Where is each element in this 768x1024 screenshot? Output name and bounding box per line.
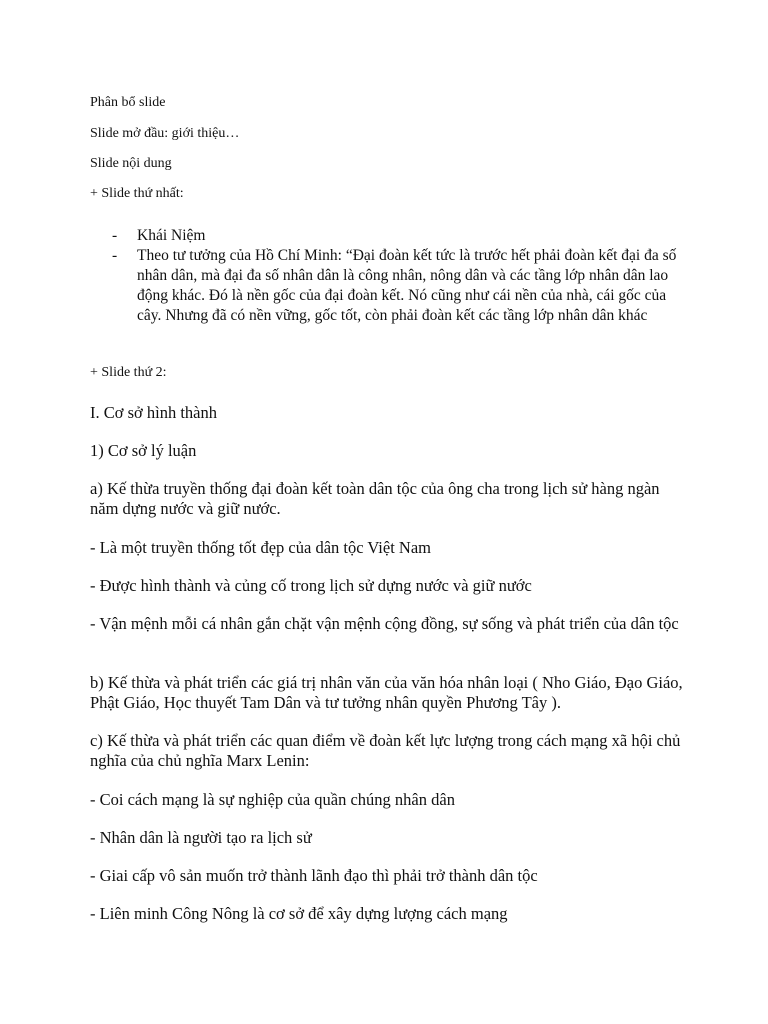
bullet-text: Theo tư tưởng của Hồ Chí Minh: “Đại đoàn kết tức là trước hết phải đoàn kết đại đa số nhân dân, mà đại đa số nhân dân là công nhân, nông dân và các tầng lớp nhân dân lao động khác. Đó là nền gốc của đại đoàn kết. Nó cũng như cái nền của nhà, cái gốc của cây. Nhưng đã có nền vững, gốc tốt, còn phải đoàn kết các tầng lớp nhân dân khác xyxy=(137,247,677,324)
paragraph-b: b) Kế thừa và phát triển các giá trị nhân văn của văn hóa nhân loại ( Nho Giáo, Đạo Giáo, Phật Giáo, Học thuyết Tam Dân và tư tưởng nhân quyền Phương Tây ). xyxy=(90,673,683,712)
point-a3: - Vận mệnh mỗi cá nhân gắn chặt vận mệnh cộng đồng, sự sống và phát triển của dân tộc xyxy=(90,614,679,633)
intro-slide-line: Slide mở đầu: giới thiệu… xyxy=(90,126,240,141)
section-heading: I. Cơ sở hình thành xyxy=(90,403,217,422)
point-c1: - Coi cách mạng là sự nghiệp của quần chúng nhân dân xyxy=(90,790,455,809)
outline-heading: Phân bổ slide xyxy=(90,95,166,110)
content-slide-line: Slide nội dung xyxy=(90,156,172,171)
paragraph-c: c) Kế thừa và phát triển các quan điểm về đoàn kết lực lượng trong cách mạng xã hội chủ nghĩa của chủ nghĩa Marx Lenin: xyxy=(90,731,681,770)
slide-one-bullet-list xyxy=(112,226,682,326)
point-c4: - Liên minh Công Nông là cơ sở để xây dựng lượng cách mạng xyxy=(90,904,508,923)
bullet-dash: - xyxy=(112,247,118,264)
bullet-dash: - xyxy=(112,227,118,244)
subsection-heading: 1) Cơ sở lý luận xyxy=(90,441,197,460)
bullet-text: Khái Niệm xyxy=(137,227,206,244)
paragraph-a: a) Kế thừa truyền thống đại đoàn kết toàn dân tộc của ông cha trong lịch sử hàng ngàn năm dựng nước và giữ nước. xyxy=(90,479,660,518)
list-item xyxy=(112,246,682,326)
slide-two-label: + Slide thứ 2: xyxy=(90,365,167,380)
slide-one-label: + Slide thứ nhất: xyxy=(90,186,184,201)
list-item xyxy=(112,226,682,246)
point-c3: - Giai cấp vô sản muốn trở thành lãnh đạo thì phải trở thành dân tộc xyxy=(90,866,538,885)
point-a1: - Là một truyền thống tốt đẹp của dân tộc Việt Nam xyxy=(90,538,431,557)
point-a2: - Được hình thành và củng cố trong lịch sử dựng nước và giữ nước xyxy=(90,576,532,595)
point-c2: - Nhân dân là người tạo ra lịch sử xyxy=(90,828,312,847)
